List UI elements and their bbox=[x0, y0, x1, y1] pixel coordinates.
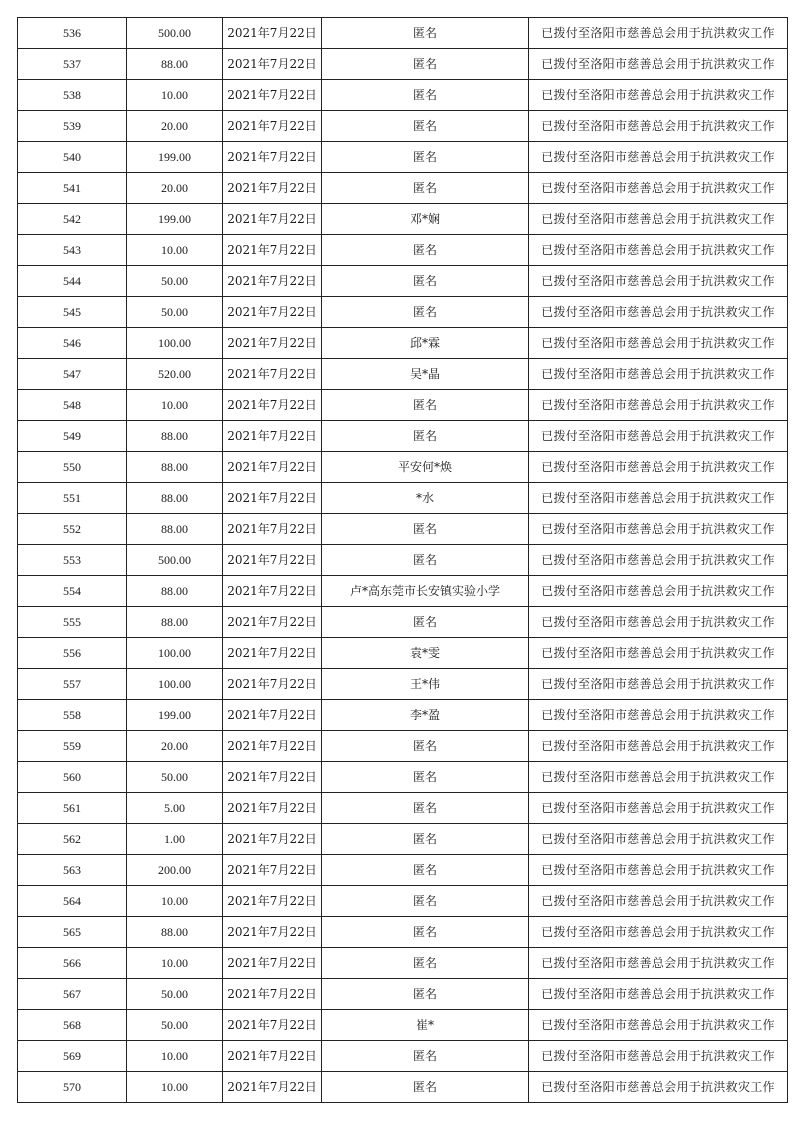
row-number-cell: 549 bbox=[18, 421, 127, 452]
donor-cell: 匿名 bbox=[322, 948, 529, 979]
date-cell: 2021年7月22日 bbox=[223, 886, 322, 917]
row-number-cell: 556 bbox=[18, 638, 127, 669]
table-row bbox=[18, 545, 788, 576]
donor-cell: 匿名 bbox=[322, 855, 529, 886]
amount-cell: 500.00 bbox=[127, 18, 223, 49]
row-number-cell: 542 bbox=[18, 204, 127, 235]
donor-cell: 匿名 bbox=[322, 793, 529, 824]
amount-cell: 100.00 bbox=[127, 328, 223, 359]
date-cell: 2021年7月22日 bbox=[223, 204, 322, 235]
amount-cell: 200.00 bbox=[127, 855, 223, 886]
usage-cell: 已拨付至洛阳市慈善总会用于抗洪救灾工作 bbox=[529, 514, 788, 545]
amount-cell: 20.00 bbox=[127, 731, 223, 762]
row-number-cell: 555 bbox=[18, 607, 127, 638]
amount-cell: 199.00 bbox=[127, 204, 223, 235]
table-row bbox=[18, 917, 788, 948]
date-cell: 2021年7月22日 bbox=[223, 49, 322, 80]
donor-cell: 匿名 bbox=[322, 421, 529, 452]
table-row bbox=[18, 80, 788, 111]
date-cell: 2021年7月22日 bbox=[223, 793, 322, 824]
row-number-cell: 568 bbox=[18, 1010, 127, 1041]
row-number-cell: 548 bbox=[18, 390, 127, 421]
amount-cell: 10.00 bbox=[127, 886, 223, 917]
table-row bbox=[18, 886, 788, 917]
usage-cell: 已拨付至洛阳市慈善总会用于抗洪救灾工作 bbox=[529, 328, 788, 359]
amount-cell: 100.00 bbox=[127, 669, 223, 700]
donor-cell: 王*伟 bbox=[322, 669, 529, 700]
table-row bbox=[18, 700, 788, 731]
usage-cell: 已拨付至洛阳市慈善总会用于抗洪救灾工作 bbox=[529, 638, 788, 669]
date-cell: 2021年7月22日 bbox=[223, 1041, 322, 1072]
date-cell: 2021年7月22日 bbox=[223, 607, 322, 638]
date-cell: 2021年7月22日 bbox=[223, 855, 322, 886]
amount-cell: 199.00 bbox=[127, 142, 223, 173]
date-cell: 2021年7月22日 bbox=[223, 452, 322, 483]
date-cell: 2021年7月22日 bbox=[223, 359, 322, 390]
usage-cell: 已拨付至洛阳市慈善总会用于抗洪救灾工作 bbox=[529, 545, 788, 576]
table-row bbox=[18, 793, 788, 824]
table-row bbox=[18, 111, 788, 142]
row-number-cell: 557 bbox=[18, 669, 127, 700]
row-number-cell: 538 bbox=[18, 80, 127, 111]
row-number-cell: 558 bbox=[18, 700, 127, 731]
table-row bbox=[18, 390, 788, 421]
row-number-cell: 543 bbox=[18, 235, 127, 266]
date-cell: 2021年7月22日 bbox=[223, 483, 322, 514]
usage-cell: 已拨付至洛阳市慈善总会用于抗洪救灾工作 bbox=[529, 390, 788, 421]
table-row bbox=[18, 638, 788, 669]
date-cell: 2021年7月22日 bbox=[223, 824, 322, 855]
amount-cell: 88.00 bbox=[127, 514, 223, 545]
row-number-cell: 570 bbox=[18, 1072, 127, 1103]
usage-cell: 已拨付至洛阳市慈善总会用于抗洪救灾工作 bbox=[529, 793, 788, 824]
donor-cell: 匿名 bbox=[322, 1041, 529, 1072]
row-number-cell: 566 bbox=[18, 948, 127, 979]
donor-cell: 匿名 bbox=[322, 142, 529, 173]
usage-cell: 已拨付至洛阳市慈善总会用于抗洪救灾工作 bbox=[529, 235, 788, 266]
usage-cell: 已拨付至洛阳市慈善总会用于抗洪救灾工作 bbox=[529, 731, 788, 762]
table-row bbox=[18, 1041, 788, 1072]
donor-cell: 卢*高东莞市长安镇实验小学 bbox=[322, 576, 529, 607]
date-cell: 2021年7月22日 bbox=[223, 1072, 322, 1103]
amount-cell: 10.00 bbox=[127, 80, 223, 111]
donor-cell: 匿名 bbox=[322, 235, 529, 266]
usage-cell: 已拨付至洛阳市慈善总会用于抗洪救灾工作 bbox=[529, 142, 788, 173]
date-cell: 2021年7月22日 bbox=[223, 18, 322, 49]
usage-cell: 已拨付至洛阳市慈善总会用于抗洪救灾工作 bbox=[529, 173, 788, 204]
donor-cell: 匿名 bbox=[322, 390, 529, 421]
donor-cell: 平安何*焕 bbox=[322, 452, 529, 483]
row-number-cell: 537 bbox=[18, 49, 127, 80]
amount-cell: 88.00 bbox=[127, 421, 223, 452]
row-number-cell: 546 bbox=[18, 328, 127, 359]
donation-table-body bbox=[18, 18, 788, 1103]
table-row bbox=[18, 18, 788, 49]
donor-cell: 匿名 bbox=[322, 886, 529, 917]
donor-cell: 袁*雯 bbox=[322, 638, 529, 669]
date-cell: 2021年7月22日 bbox=[223, 669, 322, 700]
amount-cell: 520.00 bbox=[127, 359, 223, 390]
table-row bbox=[18, 204, 788, 235]
table-row bbox=[18, 855, 788, 886]
date-cell: 2021年7月22日 bbox=[223, 1010, 322, 1041]
usage-cell: 已拨付至洛阳市慈善总会用于抗洪救灾工作 bbox=[529, 669, 788, 700]
usage-cell: 已拨付至洛阳市慈善总会用于抗洪救灾工作 bbox=[529, 18, 788, 49]
donor-cell: 匿名 bbox=[322, 297, 529, 328]
row-number-cell: 560 bbox=[18, 762, 127, 793]
date-cell: 2021年7月22日 bbox=[223, 266, 322, 297]
amount-cell: 20.00 bbox=[127, 111, 223, 142]
amount-cell: 50.00 bbox=[127, 266, 223, 297]
amount-cell: 10.00 bbox=[127, 948, 223, 979]
usage-cell: 已拨付至洛阳市慈善总会用于抗洪救灾工作 bbox=[529, 49, 788, 80]
date-cell: 2021年7月22日 bbox=[223, 917, 322, 948]
usage-cell: 已拨付至洛阳市慈善总会用于抗洪救灾工作 bbox=[529, 483, 788, 514]
row-number-cell: 559 bbox=[18, 731, 127, 762]
usage-cell: 已拨付至洛阳市慈善总会用于抗洪救灾工作 bbox=[529, 948, 788, 979]
row-number-cell: 552 bbox=[18, 514, 127, 545]
amount-cell: 500.00 bbox=[127, 545, 223, 576]
row-number-cell: 561 bbox=[18, 793, 127, 824]
donor-cell: 匿名 bbox=[322, 731, 529, 762]
table-row bbox=[18, 1072, 788, 1103]
usage-cell: 已拨付至洛阳市慈善总会用于抗洪救灾工作 bbox=[529, 204, 788, 235]
table-row bbox=[18, 483, 788, 514]
date-cell: 2021年7月22日 bbox=[223, 731, 322, 762]
usage-cell: 已拨付至洛阳市慈善总会用于抗洪救灾工作 bbox=[529, 607, 788, 638]
usage-cell: 已拨付至洛阳市慈善总会用于抗洪救灾工作 bbox=[529, 80, 788, 111]
amount-cell: 199.00 bbox=[127, 700, 223, 731]
date-cell: 2021年7月22日 bbox=[223, 235, 322, 266]
donor-cell: 匿名 bbox=[322, 545, 529, 576]
table-row bbox=[18, 266, 788, 297]
row-number-cell: 569 bbox=[18, 1041, 127, 1072]
row-number-cell: 564 bbox=[18, 886, 127, 917]
donor-cell: 匿名 bbox=[322, 979, 529, 1010]
date-cell: 2021年7月22日 bbox=[223, 297, 322, 328]
donor-cell: 匿名 bbox=[322, 111, 529, 142]
amount-cell: 50.00 bbox=[127, 1010, 223, 1041]
table-row bbox=[18, 607, 788, 638]
amount-cell: 10.00 bbox=[127, 390, 223, 421]
row-number-cell: 567 bbox=[18, 979, 127, 1010]
donor-cell: 匿名 bbox=[322, 607, 529, 638]
usage-cell: 已拨付至洛阳市慈善总会用于抗洪救灾工作 bbox=[529, 1010, 788, 1041]
table-row bbox=[18, 1010, 788, 1041]
usage-cell: 已拨付至洛阳市慈善总会用于抗洪救灾工作 bbox=[529, 886, 788, 917]
date-cell: 2021年7月22日 bbox=[223, 328, 322, 359]
row-number-cell: 545 bbox=[18, 297, 127, 328]
donor-cell: 邱*霖 bbox=[322, 328, 529, 359]
table-row bbox=[18, 979, 788, 1010]
amount-cell: 88.00 bbox=[127, 49, 223, 80]
donation-table bbox=[17, 17, 788, 1103]
row-number-cell: 540 bbox=[18, 142, 127, 173]
usage-cell: 已拨付至洛阳市慈善总会用于抗洪救灾工作 bbox=[529, 762, 788, 793]
donor-cell: 匿名 bbox=[322, 917, 529, 948]
date-cell: 2021年7月22日 bbox=[223, 111, 322, 142]
usage-cell: 已拨付至洛阳市慈善总会用于抗洪救灾工作 bbox=[529, 452, 788, 483]
donor-cell: 匿名 bbox=[322, 762, 529, 793]
table-row bbox=[18, 514, 788, 545]
table-row bbox=[18, 173, 788, 204]
table-row bbox=[18, 948, 788, 979]
donor-cell: 匿名 bbox=[322, 266, 529, 297]
donor-cell: 匿名 bbox=[322, 1072, 529, 1103]
amount-cell: 88.00 bbox=[127, 917, 223, 948]
date-cell: 2021年7月22日 bbox=[223, 390, 322, 421]
usage-cell: 已拨付至洛阳市慈善总会用于抗洪救灾工作 bbox=[529, 421, 788, 452]
amount-cell: 88.00 bbox=[127, 607, 223, 638]
donor-cell: 匿名 bbox=[322, 80, 529, 111]
usage-cell: 已拨付至洛阳市慈善总会用于抗洪救灾工作 bbox=[529, 979, 788, 1010]
donor-cell: 匿名 bbox=[322, 514, 529, 545]
date-cell: 2021年7月22日 bbox=[223, 638, 322, 669]
amount-cell: 50.00 bbox=[127, 297, 223, 328]
donor-cell: 崔* bbox=[322, 1010, 529, 1041]
donor-cell: 匿名 bbox=[322, 173, 529, 204]
amount-cell: 50.00 bbox=[127, 762, 223, 793]
row-number-cell: 562 bbox=[18, 824, 127, 855]
donor-cell: 邓*娴 bbox=[322, 204, 529, 235]
amount-cell: 5.00 bbox=[127, 793, 223, 824]
amount-cell: 88.00 bbox=[127, 452, 223, 483]
amount-cell: 20.00 bbox=[127, 173, 223, 204]
usage-cell: 已拨付至洛阳市慈善总会用于抗洪救灾工作 bbox=[529, 359, 788, 390]
usage-cell: 已拨付至洛阳市慈善总会用于抗洪救灾工作 bbox=[529, 700, 788, 731]
date-cell: 2021年7月22日 bbox=[223, 762, 322, 793]
date-cell: 2021年7月22日 bbox=[223, 700, 322, 731]
amount-cell: 10.00 bbox=[127, 1072, 223, 1103]
usage-cell: 已拨付至洛阳市慈善总会用于抗洪救灾工作 bbox=[529, 1072, 788, 1103]
row-number-cell: 547 bbox=[18, 359, 127, 390]
usage-cell: 已拨付至洛阳市慈善总会用于抗洪救灾工作 bbox=[529, 297, 788, 328]
usage-cell: 已拨付至洛阳市慈善总会用于抗洪救灾工作 bbox=[529, 855, 788, 886]
usage-cell: 已拨付至洛阳市慈善总会用于抗洪救灾工作 bbox=[529, 917, 788, 948]
date-cell: 2021年7月22日 bbox=[223, 80, 322, 111]
row-number-cell: 551 bbox=[18, 483, 127, 514]
table-row bbox=[18, 576, 788, 607]
row-number-cell: 536 bbox=[18, 18, 127, 49]
amount-cell: 88.00 bbox=[127, 576, 223, 607]
row-number-cell: 563 bbox=[18, 855, 127, 886]
amount-cell: 100.00 bbox=[127, 638, 223, 669]
row-number-cell: 554 bbox=[18, 576, 127, 607]
table-row bbox=[18, 669, 788, 700]
donor-cell: 李*盈 bbox=[322, 700, 529, 731]
date-cell: 2021年7月22日 bbox=[223, 576, 322, 607]
table-row bbox=[18, 421, 788, 452]
amount-cell: 1.00 bbox=[127, 824, 223, 855]
donor-cell: 匿名 bbox=[322, 824, 529, 855]
date-cell: 2021年7月22日 bbox=[223, 142, 322, 173]
date-cell: 2021年7月22日 bbox=[223, 948, 322, 979]
table-row bbox=[18, 142, 788, 173]
row-number-cell: 553 bbox=[18, 545, 127, 576]
table-row bbox=[18, 235, 788, 266]
amount-cell: 50.00 bbox=[127, 979, 223, 1010]
table-row bbox=[18, 328, 788, 359]
table-row bbox=[18, 452, 788, 483]
usage-cell: 已拨付至洛阳市慈善总会用于抗洪救灾工作 bbox=[529, 266, 788, 297]
donor-cell: 匿名 bbox=[322, 18, 529, 49]
usage-cell: 已拨付至洛阳市慈善总会用于抗洪救灾工作 bbox=[529, 576, 788, 607]
row-number-cell: 539 bbox=[18, 111, 127, 142]
date-cell: 2021年7月22日 bbox=[223, 173, 322, 204]
donor-cell: 匿名 bbox=[322, 49, 529, 80]
donor-cell: *水 bbox=[322, 483, 529, 514]
table-row bbox=[18, 762, 788, 793]
amount-cell: 10.00 bbox=[127, 235, 223, 266]
date-cell: 2021年7月22日 bbox=[223, 421, 322, 452]
usage-cell: 已拨付至洛阳市慈善总会用于抗洪救灾工作 bbox=[529, 1041, 788, 1072]
row-number-cell: 544 bbox=[18, 266, 127, 297]
usage-cell: 已拨付至洛阳市慈善总会用于抗洪救灾工作 bbox=[529, 824, 788, 855]
date-cell: 2021年7月22日 bbox=[223, 514, 322, 545]
table-row bbox=[18, 359, 788, 390]
table-row bbox=[18, 731, 788, 762]
donor-cell: 吴*晶 bbox=[322, 359, 529, 390]
table-row bbox=[18, 49, 788, 80]
amount-cell: 88.00 bbox=[127, 483, 223, 514]
date-cell: 2021年7月22日 bbox=[223, 545, 322, 576]
row-number-cell: 541 bbox=[18, 173, 127, 204]
amount-cell: 10.00 bbox=[127, 1041, 223, 1072]
date-cell: 2021年7月22日 bbox=[223, 979, 322, 1010]
row-number-cell: 550 bbox=[18, 452, 127, 483]
row-number-cell: 565 bbox=[18, 917, 127, 948]
table-row bbox=[18, 297, 788, 328]
table-row bbox=[18, 824, 788, 855]
usage-cell: 已拨付至洛阳市慈善总会用于抗洪救灾工作 bbox=[529, 111, 788, 142]
